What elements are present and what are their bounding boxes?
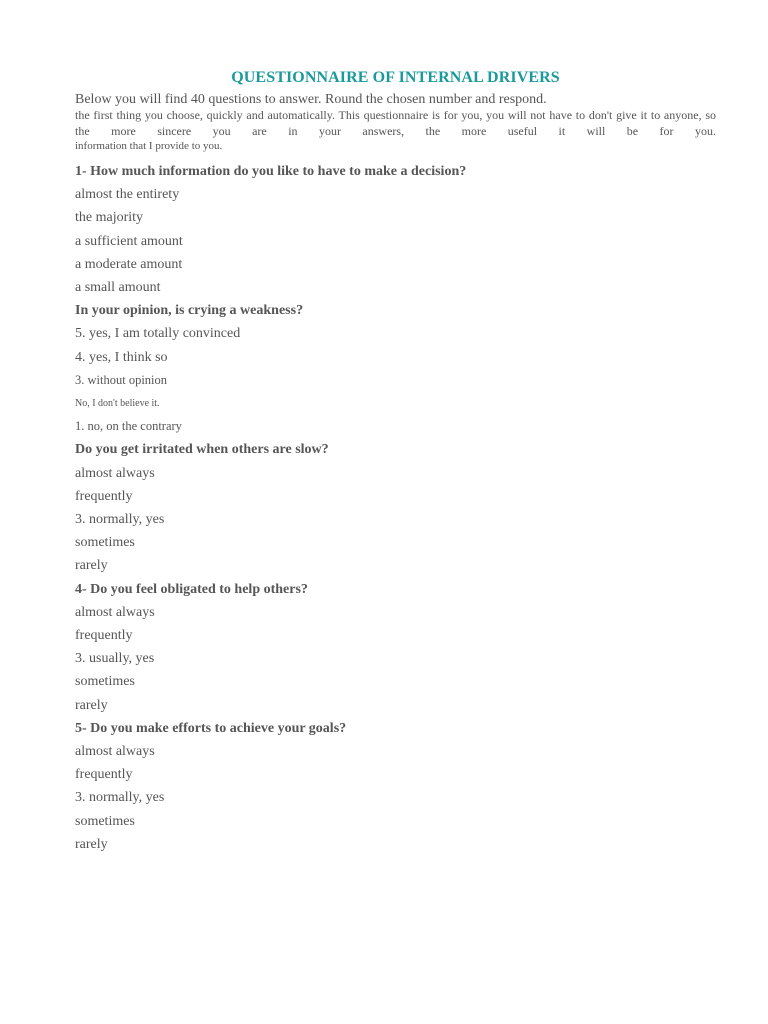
question-2-option-1[interactable]: 5. yes, I am totally convinced xyxy=(75,326,241,342)
question-3: Do you get irritated when others are slow? xyxy=(75,442,329,458)
question-1-option-3[interactable]: a sufficient amount xyxy=(75,233,183,249)
question-5-option-1[interactable]: almost always xyxy=(75,744,155,760)
question-5-option-4[interactable]: sometimes xyxy=(75,813,135,829)
question-5-option-5[interactable]: rarely xyxy=(75,836,108,852)
page-title: QUESTIONNAIRE OF INTERNAL DRIVERS xyxy=(231,69,560,86)
question-2: In your opinion, is crying a weakness? xyxy=(75,303,304,319)
question-3-option-4[interactable]: sometimes xyxy=(75,535,135,551)
question-4-option-1[interactable]: almost always xyxy=(75,604,155,620)
question-4-option-4[interactable]: sometimes xyxy=(75,674,135,690)
question-2-option-4[interactable]: No, I don't believe it. xyxy=(75,398,160,410)
question-3-option-5[interactable]: rarely xyxy=(75,558,108,574)
question-5-option-3[interactable]: 3. normally, yes xyxy=(75,790,165,806)
question-5-option-2[interactable]: frequently xyxy=(75,767,133,783)
question-4: 4- Do you feel obligated to help others? xyxy=(75,581,308,597)
question-4-option-2[interactable]: frequently xyxy=(75,628,133,644)
question-4-option-3[interactable]: 3. usually, yes xyxy=(75,651,155,667)
question-5: 5- Do you make efforts to achieve your goals? xyxy=(75,720,347,736)
question-3-option-1[interactable]: almost always xyxy=(75,465,155,481)
questionnaire-page xyxy=(75,68,716,856)
question-3-option-2[interactable]: frequently xyxy=(75,488,133,504)
question-2-option-3[interactable]: 3. without opinion xyxy=(75,372,168,387)
question-1-option-5[interactable]: a small amount xyxy=(75,280,161,296)
question-1: 1- How much information do you like to have to make a decision? xyxy=(75,164,467,179)
question-3-option-3[interactable]: 3. normally, yes xyxy=(75,512,165,528)
intro-body-text: the first thing you choose, quickly and automatically. This questionnaire is for you, you will not have to don't give it to anyone, so the more sincere you are in your answers, the more useful it will be for you. xyxy=(75,108,716,138)
intro-tail-text: information that I provide to you. xyxy=(75,140,223,152)
question-4-option-5[interactable]: rarely xyxy=(75,697,108,713)
question-1-option-4[interactable]: a moderate amount xyxy=(75,256,183,272)
question-1-option-1[interactable]: almost the entirety xyxy=(75,187,180,203)
question-2-option-5[interactable]: 1. no, on the contrary xyxy=(75,419,182,434)
intro-lead-text: Below you will find 40 questions to answer. Round the chosen number and respond. xyxy=(75,92,547,107)
question-2-option-2[interactable]: 4. yes, I think so xyxy=(75,349,168,365)
question-1-option-2[interactable]: the majority xyxy=(75,210,144,226)
